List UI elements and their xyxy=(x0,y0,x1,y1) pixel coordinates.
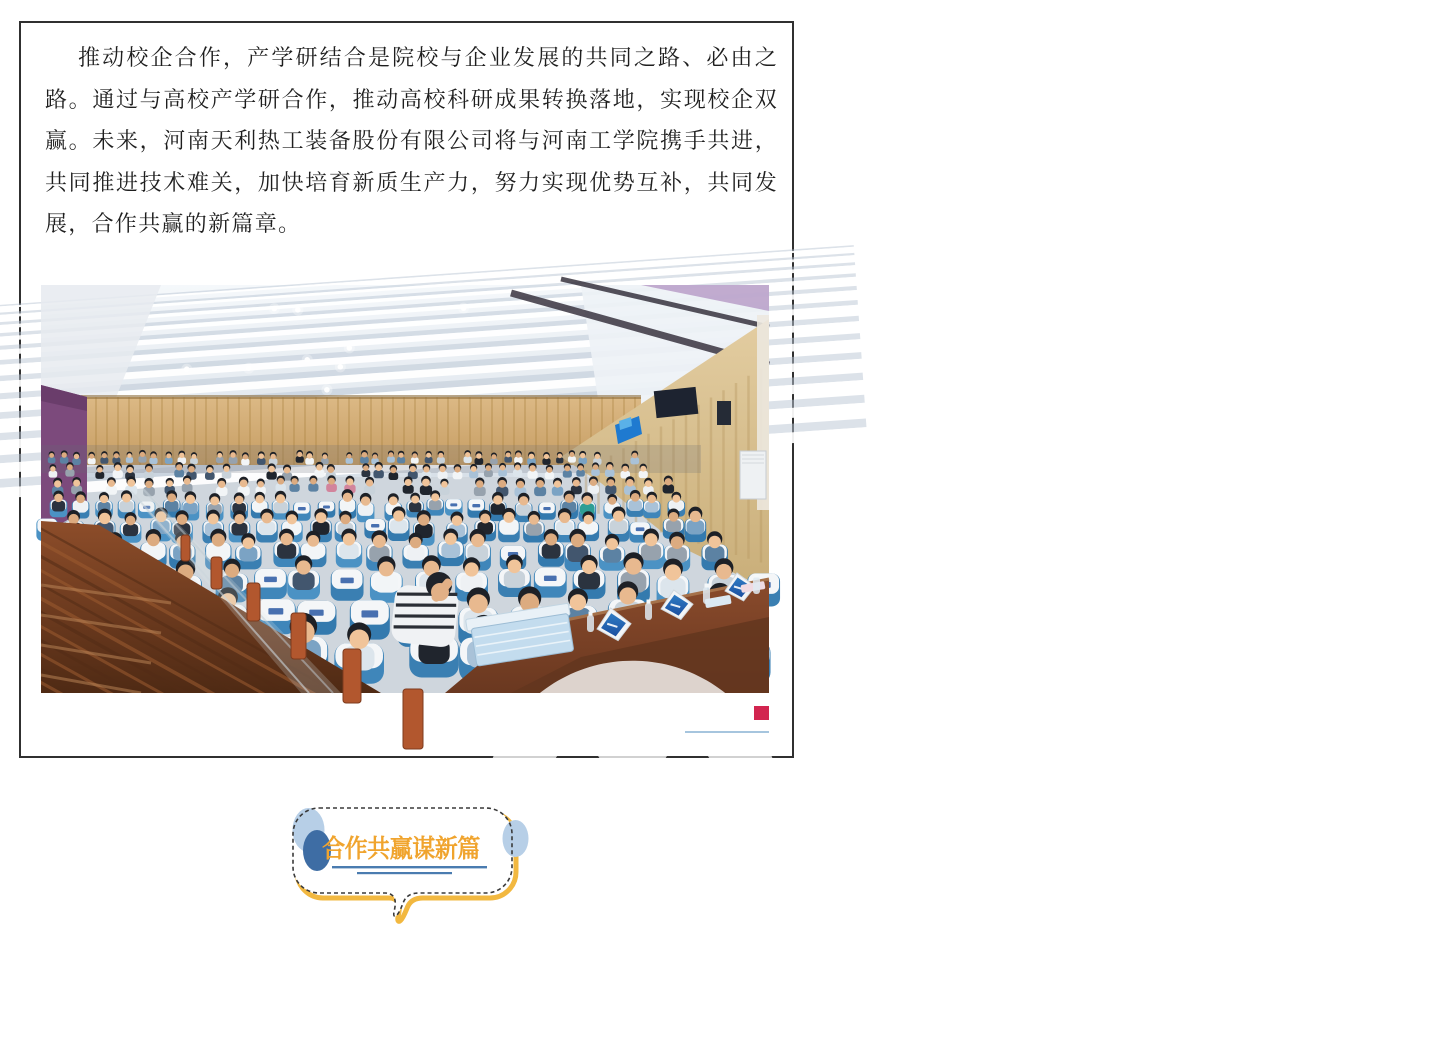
article-paragraph: 推动校企合作，产学研结合是院校与企业发展的共同之路、必由之路。通过与高校产学研合作，推动高校科研成果转换落地，实现校企双赢。未来，河南天利热工装备股份有限公司将与河南工学院携手共进，共同推进技术难关，加快培育新质生产力，努力实现优势互补，共同发展，合作共赢的新篇章。 xyxy=(45,45,778,236)
divider-line xyxy=(685,731,769,733)
section-badge xyxy=(290,806,525,930)
badge-label: 合作共赢谋新篇 xyxy=(322,835,480,863)
photo-watermark-text: 公众号 · 河南天利热工装备股份有限公司 xyxy=(1082,840,1450,863)
badge-circle-light-right xyxy=(503,820,529,857)
badge-underline-secondary xyxy=(357,872,452,874)
badge-underline-primary xyxy=(332,866,487,868)
red-square-decor xyxy=(754,706,769,720)
photo-illustration xyxy=(41,285,769,693)
badge-bubble xyxy=(290,806,525,930)
